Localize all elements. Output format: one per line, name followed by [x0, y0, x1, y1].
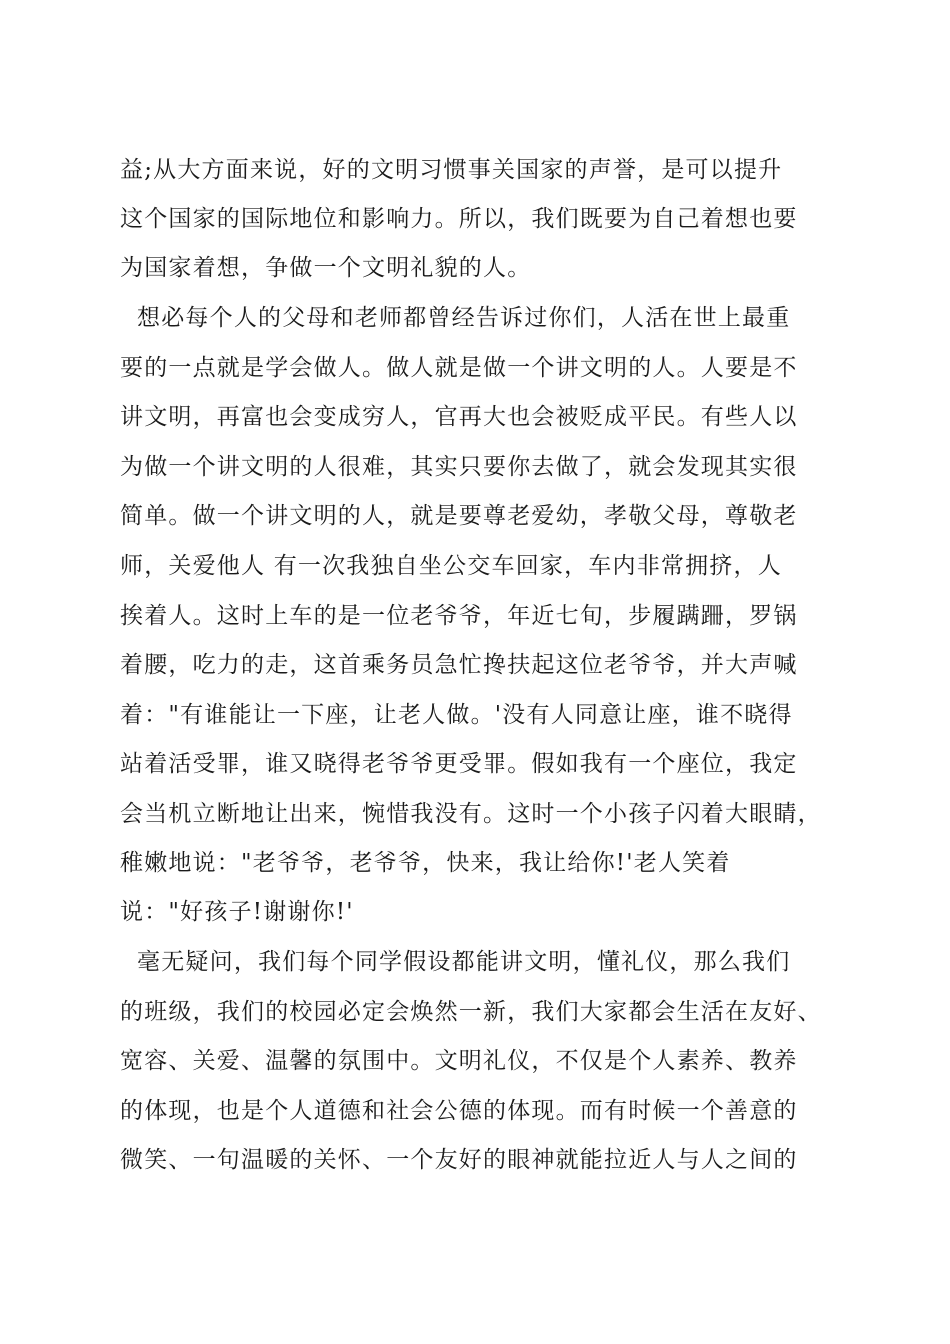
text-line: 讲文明，再富也会变成穷人，官再大也会被贬成平民。有些人以	[120, 404, 798, 430]
text-line: 挨着人。这时上车的是一位老爷爷，年近七旬，步履蹒跚，罗锅	[120, 603, 798, 629]
text-line: 的班级，我们的校园必定会焕然一新，我们大家都会生活在友好、	[120, 999, 822, 1025]
text-line: 这个国家的国际地位和影响力。所以，我们既要为自己着想也要	[120, 206, 798, 232]
text-line: 为做一个讲文明的人很难，其实只要你去做了，就会发现其实很	[120, 454, 798, 480]
text-line: 宽容、关爱、温馨的氛围中。文明礼仪，不仅是个人素养、教养	[120, 1048, 798, 1074]
text-line: 会当机立断地让出来，惋惜我没有。这时一个小孩子闪着大眼睛，	[120, 801, 822, 827]
text-line: 要的一点就是学会做人。做人就是做一个讲文明的人。人要是不	[120, 355, 798, 381]
text-line: 简单。做一个讲文明的人，就是要尊老爱幼，孝敬父母，尊敬老	[120, 503, 798, 529]
text-line: 的体现，也是个人道德和社会公德的体现。而有时候一个善意的	[120, 1098, 798, 1124]
text-line: 说："好孩子!谢谢你!'	[120, 899, 354, 925]
text-line: 稚嫩地说："老爷爷，老爷爷，快来，我让给你!'老人笑着	[120, 850, 731, 876]
text-line: 师，关爱他人 有一次我独自坐公交车回家，车内非常拥挤，人	[120, 553, 782, 579]
text-line: 站着活受罪，谁又晓得老爷爷更受罪。假如我有一个座位，我定	[120, 751, 798, 777]
text-line: 毫无疑问，我们每个同学假设都能讲文明，懂礼仪，那么我们	[120, 949, 791, 975]
text-line: 着腰，吃力的走，这首乘务员急忙搀扶起这位老爷爷，并大声喊	[120, 652, 798, 678]
text-line: 想必每个人的父母和老师都曾经告诉过你们，人活在世上最重	[120, 305, 791, 331]
text-line: 着："有谁能让一下座，让老人做。'没有人同意让座，谁不晓得	[120, 702, 793, 728]
text-line: 微笑、一句温暖的关怀、一个友好的眼神就能拉近人与人之间的	[120, 1147, 798, 1173]
text-line: 益;从大方面来说，好的文明习惯事关国家的声誉，是可以提升	[120, 157, 783, 183]
text-line: 为国家着想，争做一个文明礼貌的人。	[120, 255, 532, 281]
